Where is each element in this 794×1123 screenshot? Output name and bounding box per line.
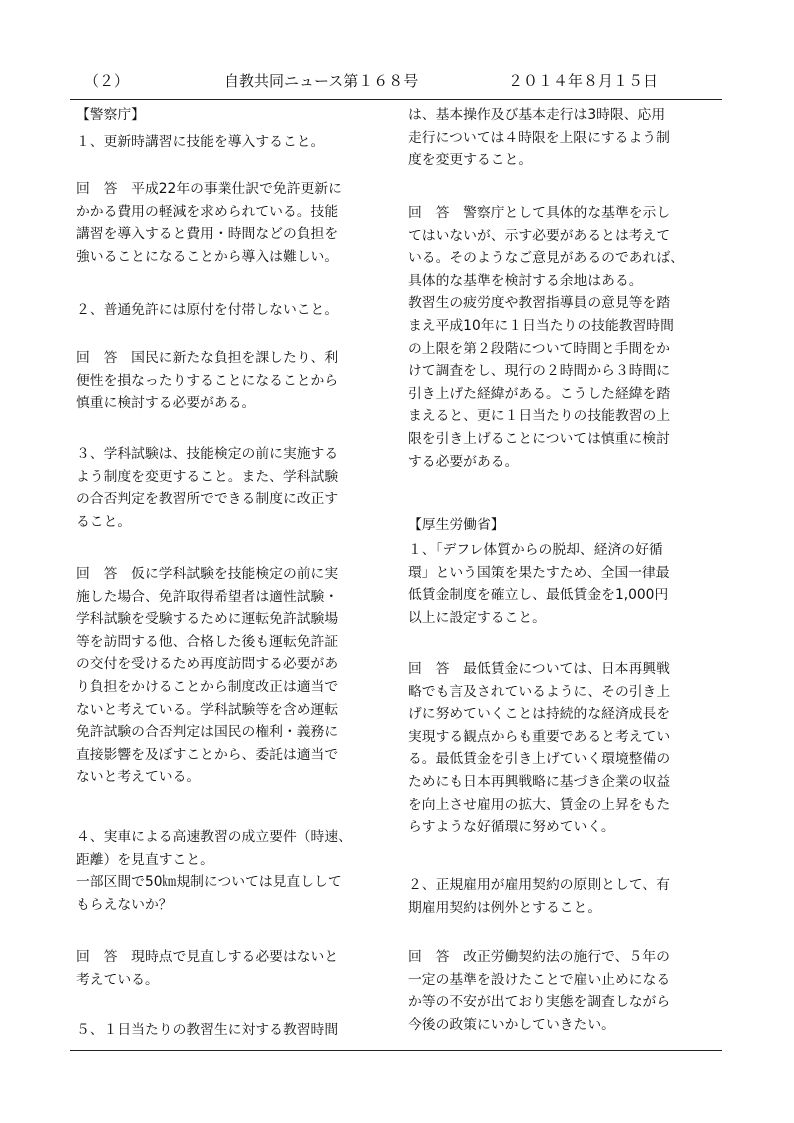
request-continuation: は、基本操作及び基本走行は3時限、応用 走行については４時限を上限にするよう制 度を変更すること。 xyxy=(408,107,670,169)
answer-paragraph: 回 答 現時点で見直しする必要はないと 考えている。 xyxy=(76,949,339,988)
footer-rule xyxy=(70,1050,722,1051)
request-item: １、「デフレ体質からの脱却、経済の好循 環」という国策を果たすため、全国一律最 低賃金制度を確立し、最低賃金を1,000円 以上に設定すること。 xyxy=(408,542,670,626)
answer-paragraph: 回 答 平成22年の事業仕訳で免許更新に かかる費用の軽減を求められている。技能 講習を導入すると費用・時間などの負担を 強いることになることから導入は難しい。 xyxy=(76,181,342,265)
issue-date: ２０１４年８月１５日 xyxy=(508,72,659,90)
answer-paragraph: 回 答 改正労働契約法の施行で、５年の 一定の基準を設けたことで雇い止めになる か等の不安が出ており実態を調査しながら 今後の政策にいかしていきたい。 xyxy=(408,949,671,1033)
newsletter-title: 自教共同ニュース第１６８号 xyxy=(224,72,419,90)
request-item: ５、１日当たりの教習生に対する教習時間 xyxy=(76,1022,339,1038)
page-number: （２） xyxy=(84,72,130,90)
answer-paragraph: 回 答 警察庁として具体的な基準を示し てはいないが、示す必要があるとは考えて いる。そのようなご意見があるのであれば、 具体的な基準を検討する余地はある。 教習生の疲労度や教習指導員の意見等を踏 まえ平成10年に１日当たりの技能教習時間 の上限を第２段階について時間と手間をか けて調査をし、現行の２時間から３時間に 引き上げた経緯がある。こうした経緯を踏 まえると、更に１日当たりの技能教習の上 限を引き上げることについては慎重に検討 する必要がある。 xyxy=(408,205,684,470)
request-item: ２、普通免許には原付を付帯しないこと。 xyxy=(76,302,339,318)
header-rule xyxy=(70,99,722,100)
request-item: １、更新時講習に技能を導入すること。 xyxy=(76,134,325,150)
answer-paragraph: 回 答 最低賃金については、日本再興戦 略でも言及されているように、その引き上 げに努めていくことは持続的な経済成長を 実現する観点からも重要であると考えてい る。最低賃金を引き上げていく環境整備の ためにも日本再興戦略に基づき企業の収益 を向上させ雇用の拡大、賃金の上昇をもた らすような好循環に努めていく。 xyxy=(408,661,671,836)
answer-paragraph: 回 答 仮に学科試験を技能検定の前に実 施した場合、免許取得希望者は適性試験・ 学科試験を受験するために運転免許試験場 等を訪問する他、合格した後も運転免許証 の交付を受けるため再度訪問する必要があ り負担をかけることから制度改正は適当で ないと考えている。学科試験等を含め運転 免許試験の合否判定は国民の権利・義務に 直接影響を及ぼすことから、委託は適当で ないと考えている。 xyxy=(76,566,339,786)
answer-paragraph: 回 答 国民に新たな負担を課したり、利 便性を損なったりすることになることから 慎重に検討する必要がある。 xyxy=(76,350,339,412)
section-heading-police: 【警察庁】 xyxy=(76,107,145,123)
request-item: ４、実車による高速教習の成立要件（時速、 距離）を見直すこと。 一部区間で50㎞規制については見直しして もらえないか？ xyxy=(76,829,352,913)
request-item: ３、学科試験は、技能検定の前に実施する よう制度を変更すること。また、学科試験 の合否判定を教習所でできる制度に改正す ること。 xyxy=(76,446,339,530)
page-header xyxy=(72,70,720,96)
request-item: ２、正規雇用が雇用契約の原則として、有 期雇用契約は例外とすること。 xyxy=(408,877,670,916)
section-heading-mhlw: 【厚生労働省】 xyxy=(408,517,505,533)
